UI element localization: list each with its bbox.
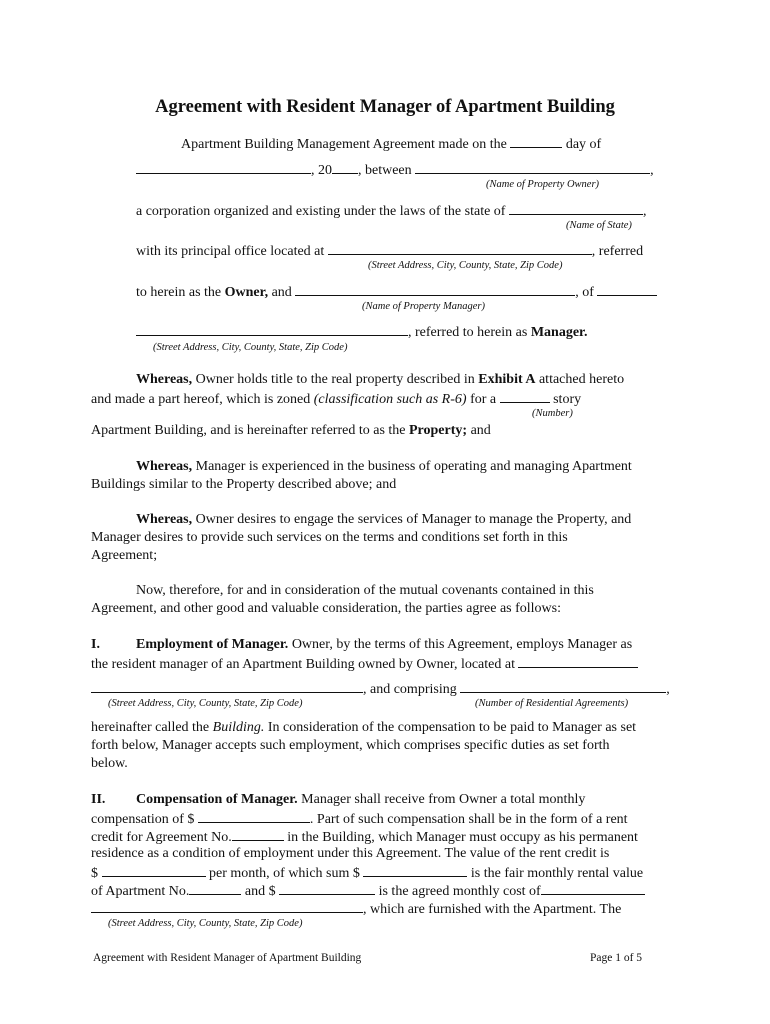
residential-count-blank[interactable] bbox=[460, 679, 666, 693]
monthly-cost-blank[interactable] bbox=[279, 881, 375, 895]
month-blank[interactable] bbox=[136, 160, 311, 174]
page-number: Page 1 of 5 bbox=[590, 952, 643, 964]
section2-line-7: , which are furnished with the Apartment. The bbox=[91, 899, 621, 918]
manager-address-blank[interactable] bbox=[136, 322, 408, 336]
section1-line-4: hereinafter called the Building. In consideration of the compensation to be paid to Manager as set bbox=[91, 720, 637, 735]
apartment-no-blank[interactable] bbox=[189, 881, 241, 895]
manager-name-blank[interactable] bbox=[295, 282, 575, 296]
whereas3-line-3: Agreement; bbox=[91, 548, 158, 563]
building-address-blank[interactable] bbox=[91, 679, 363, 693]
now-line-1: Now, therefore, for and in consideration of the mutual covenants contained in this bbox=[136, 583, 594, 598]
owner-address-blank[interactable] bbox=[328, 241, 592, 255]
owner-name-blank[interactable] bbox=[415, 160, 650, 174]
document-title: Agreement with Resident Manager of Apartment Building bbox=[155, 97, 615, 117]
building-location-blank[interactable] bbox=[518, 654, 638, 668]
rent-credit-blank[interactable] bbox=[102, 863, 206, 877]
whereas1-line-1: Whereas, Owner holds title to the real property described in Exhibit A attached hereto bbox=[136, 372, 625, 387]
section2-line-6: of Apartment No. and $ is the agreed monthly cost of bbox=[91, 881, 645, 900]
intro-line-5: to herein as the Owner, and , of bbox=[136, 282, 657, 301]
section2-line-5: $ per month, of which sum $ is the fair monthly rental value bbox=[91, 863, 643, 882]
whereas3-line-2: Manager desires to provide such services on the terms and conditions set forth in this bbox=[91, 530, 568, 545]
whereas2-line-1: Whereas, Manager is experienced in the business of operating and managing Apartment bbox=[136, 459, 632, 474]
intro-line-1: Apartment Building Management Agreement made on the day of bbox=[181, 134, 601, 153]
owner-name-caption: (Name of Property Owner) bbox=[486, 179, 600, 190]
whereas2-line-2: Buildings similar to the Property described above; and bbox=[91, 477, 397, 492]
intro-line-4: with its principal office located at , referred bbox=[136, 241, 643, 260]
manager-address-caption: (Street Address, City, County, State, Zip Code) bbox=[153, 342, 348, 353]
intro-line-3: a corporation organized and existing under the laws of the state of , bbox=[136, 201, 646, 220]
whereas1-line-3: Apartment Building, and is hereinafter referred to as the Property; and bbox=[91, 423, 491, 438]
whereas1-line-2: and made a part hereof, which is zoned (classification such as R-6) for a story bbox=[91, 389, 581, 408]
owner-address-caption: (Street Address, City, County, State, Zip Code) bbox=[368, 260, 563, 271]
section1-line-5: forth below, Manager accepts such employment, which comprises specific duties as set forth bbox=[91, 738, 610, 753]
manager-of-blank[interactable] bbox=[597, 282, 657, 296]
whereas3-line-1: Whereas, Owner desires to engage the services of Manager to manage the Property, and bbox=[136, 512, 632, 527]
section2-heading-line: Compensation of Manager. Manager shall receive from Owner a total monthly bbox=[136, 792, 586, 807]
section2-num: II. bbox=[91, 792, 106, 807]
section1-line-3: , and comprising , bbox=[91, 679, 670, 698]
agreement-no-blank[interactable] bbox=[232, 827, 284, 841]
intro-line-2: , 20 , between , bbox=[136, 160, 654, 179]
section1-heading-line: Employment of Manager. Owner, by the terms of this Agreement, employs Manager as bbox=[136, 637, 633, 652]
section1-line-6: below. bbox=[91, 756, 128, 771]
year-blank[interactable] bbox=[332, 160, 358, 174]
building-address-caption: (Street Address, City, County, State, Zip Code) bbox=[108, 698, 303, 709]
section1-line-1: I. bbox=[91, 637, 100, 652]
compensation-blank[interactable] bbox=[198, 809, 310, 823]
section2-line-2: compensation of $ . Part of such compensation shall be in the form of a rent bbox=[91, 809, 628, 828]
rental-value-blank[interactable] bbox=[363, 863, 467, 877]
residential-count-caption: (Number of Residential Agreements) bbox=[475, 698, 629, 709]
section1-line-2: the resident manager of an Apartment Building owned by Owner, located at bbox=[91, 654, 638, 673]
story-count-blank[interactable] bbox=[500, 389, 550, 403]
section2-line-3: credit for Agreement No. in the Building, which Manager must occupy as his permanent bbox=[91, 827, 638, 846]
day-blank[interactable] bbox=[510, 134, 562, 148]
furnishings-address-blank[interactable] bbox=[91, 899, 363, 913]
number-caption: (Number) bbox=[532, 408, 573, 419]
state-blank[interactable] bbox=[509, 201, 643, 215]
furnishings-address-caption: (Street Address, City, County, State, Zip Code) bbox=[108, 918, 303, 929]
footer-title: Agreement with Resident Manager of Apartment Building bbox=[93, 952, 362, 964]
state-caption: (Name of State) bbox=[566, 220, 632, 231]
manager-name-caption: (Name of Property Manager) bbox=[362, 301, 485, 312]
intro-line-6: , referred to herein as Manager. bbox=[136, 322, 587, 341]
cost-of-blank[interactable] bbox=[541, 881, 645, 895]
section2-line-4: residence as a condition of employment under this Agreement. The value of the rent credit is bbox=[91, 846, 610, 861]
now-line-2: Agreement, and other good and valuable consideration, the parties agree as follows: bbox=[91, 601, 562, 616]
